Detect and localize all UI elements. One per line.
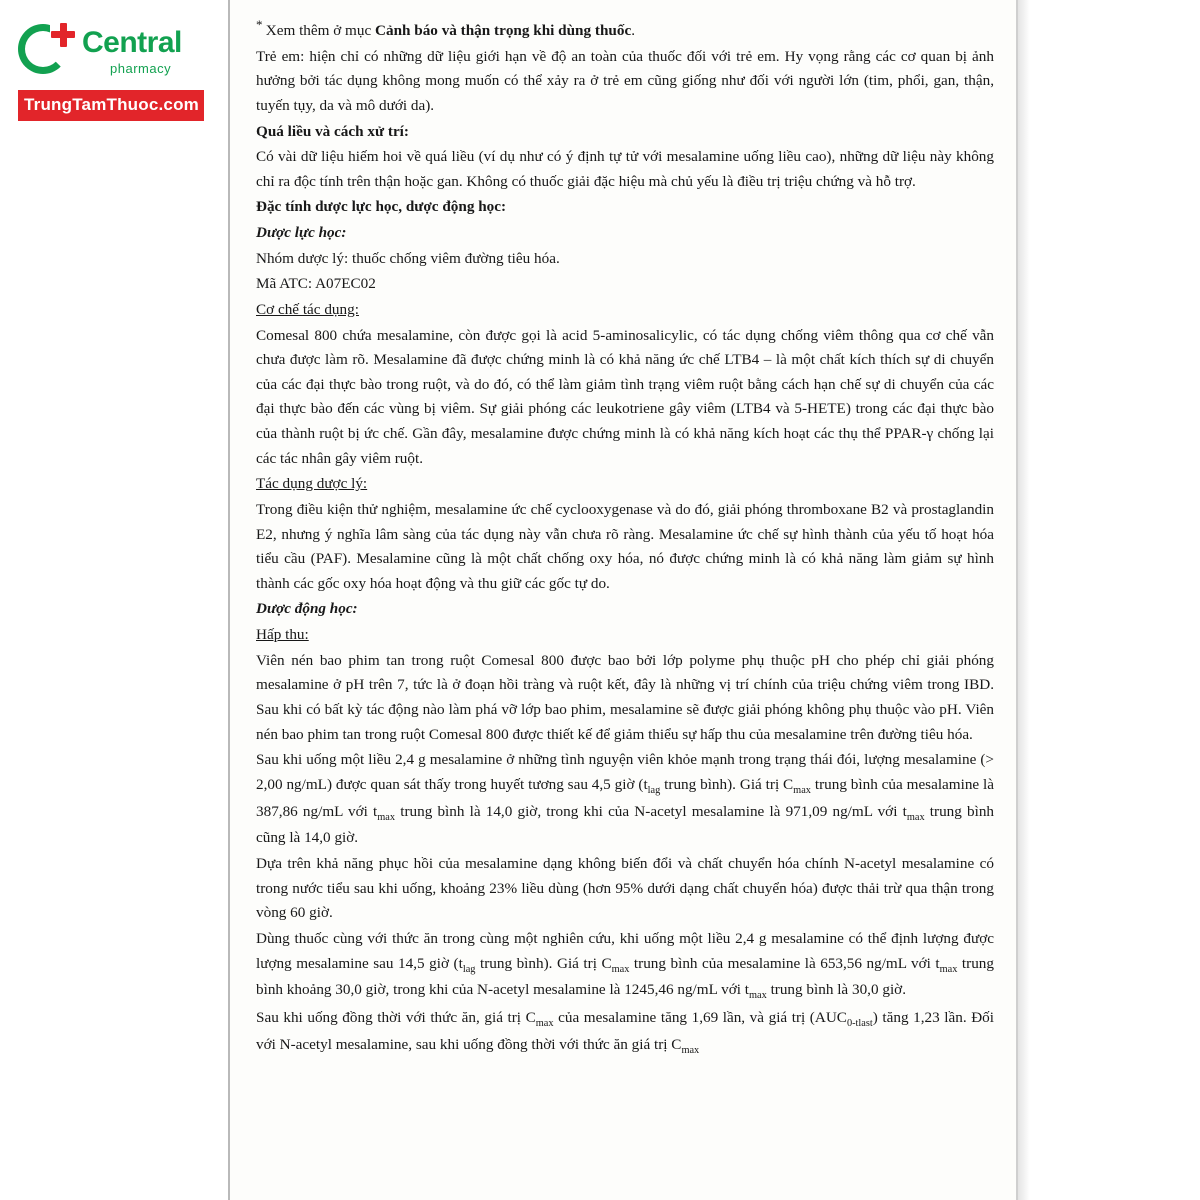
text-segment: Đặc tính dược lực học, dược động học: (256, 198, 507, 216)
text-segment: Nhóm dược lý: thuốc chống viêm đường tiêu hóa. (256, 249, 560, 267)
text-segment: Có vài dữ liệu hiếm hoi về quá liều (ví dụ như có ý định tự tử với mesalamine uống liều cao), những dữ liệu này không chỉ ra độc tính trên thận hoặc gan. Không có thuốc giải đặc hiệu mà chủ yếu là điều trị triệu chứng và hỗ trợ. (256, 148, 994, 190)
text-segment: Hấp thu: (256, 626, 309, 644)
document-paragraph (256, 247, 994, 272)
document-paragraph (256, 14, 994, 44)
page-edge-shadow (1018, 0, 1030, 1200)
logo-cross-icon (50, 22, 76, 48)
text-segment: * (256, 17, 266, 32)
document-paragraph (256, 852, 994, 926)
text-segment: Quá liều và cách xử trí: (256, 122, 409, 140)
text-segment: Cảnh báo và thận trọng khi dùng thuốc (375, 22, 632, 40)
text-segment: Dược lực học: (256, 224, 347, 242)
central-pharmacy-logo-icon (18, 22, 76, 80)
document-paragraph (256, 649, 994, 748)
document-paragraph (256, 324, 994, 472)
text-segment: Comesal 800 chứa mesalamine, còn được gọi là acid 5-aminosalicylic, có tác dụng chống viêm thông qua cơ chế vẫn chưa được làm rõ. Mesalamine đã được chứng minh là có khả năng ức chế LTB4 – là một chất kích thích sự di chuyển của các đại thực bào trong ruột, và do đó, có thể làm giảm tình trạng viêm ruột bằng cách hạn chế sự di chuyển của các đại thực bào đến các vùng bị viêm. Sự giải phóng các leukotriene gây viêm (LTB4 và 5-HETE) trong các đại thực bào của thành ruột bị ức chế. Gần đây, mesalamine được chứng minh là có khả năng kích hoạt các thụ thể PPAR-γ chống lại các tác nhân gây viêm ruột. (256, 326, 994, 467)
site-url-banner: TrungTamThuoc.com (18, 90, 204, 121)
text-segment: Trong điều kiện thử nghiệm, mesalamine ức chế cyclooxygenase và do đó, giải phóng thromboxane B2 và prostaglandin E2, nhưng ý nghĩa lâm sàng của tác dụng này vẫn chưa rõ ràng. Mesalamine ức chế sự hình thành của yếu tố hoạt hóa tiểu cầu (PAF). Mesalamine cũng là một chất chống oxy hóa, nó được chứng minh là có khả năng làm giảm sự hình thành các gốc oxy hóa hoạt động và thu giữ các gốc tự do. (256, 500, 994, 592)
document-paragraph (256, 195, 994, 220)
text-segment: Dược động học: (256, 600, 358, 618)
logo-title: Central (82, 25, 182, 59)
document-paragraph (256, 298, 994, 323)
logo-text-group (82, 25, 182, 76)
text-segment: Mã ATC: A07EC02 (256, 275, 376, 293)
text-segment: Trẻ em: hiện chỉ có những dữ liệu giới hạn về độ an toàn của thuốc đối với trẻ em. Hy vọng rằng các cơ quan bị ảnh hưởng bởi tác dụng không mong muốn có thể xảy ra ở trẻ em cũng giống như đối với người lớn (tim, phổi, gan, thận, tuyến tụy, da và mô dưới da). (256, 47, 994, 114)
logo-subtitle: pharmacy (110, 60, 172, 76)
text-segment: Tác dụng dược lý: (256, 475, 368, 493)
text-segment: Cơ chế tác dụng: (256, 300, 359, 318)
document-text-body (230, 0, 1016, 1060)
text-segment: Viên nén bao phim tan trong ruột Comesal 800 được bao bởi lớp polyme phụ thuộc pH cho phép chỉ giải phóng mesalamine ở pH trên 7, tức là ở đoạn hồi tràng và ruột kết, đây là những vị trí chính của triệu chứng viêm trong IBD. Sau khi có bất kỳ tác động nào làm phá vỡ lớp bao phim, mesalamine sẽ được giải phóng không phụ thuộc vào pH. Viên nén bao phim tan trong ruột Comesal 800 được thiết kế để giảm thiểu sự hấp thu của mesalamine trên đường tiêu hóa. (256, 651, 994, 743)
document-paragraph (256, 45, 994, 119)
logo-cross-horizontal (51, 31, 75, 38)
document-page (228, 0, 1018, 1200)
document-paragraph (256, 272, 994, 297)
document-paragraph (256, 145, 994, 194)
document-paragraph: Sau khi uống một liều 2,4 g mesalamine ở những tình nguyện viên khỏe mạnh trong trạng thái đói, lượng mesalamine (> 2,00 ng/mL) được quan sát thấy trong huyết tương sau 4,5 giờ ($t_{lag}$ trung bình). Giá trị $C_{max}$ trung bình của mesalamine là 387,86 ng/mL với $t_{max}$ trung bình là 14,0 giờ, trong khi của N-acetyl mesalamine là 971,09 ng/mL với $t_{max}$ trung bình cũng là 14,0 giờ. (256, 751, 995, 847)
logo-row (18, 22, 218, 80)
document-paragraph: Dùng thuốc cùng với thức ăn trong cùng một nghiên cứu, khi uống một liều 2,4 g mesalamine có thể định lượng được lượng mesalamine sau 14,5 giờ ($t_{lag}$ trung bình). Giá trị $C_{max}$ trung bình của mesalamine là 653,56 ng/mL với $t_{max}$ trung bình khoảng 30,0 giờ, trong khi của N-acetyl mesalamine là 1245,46 ng/mL với $t_{max}$ trung bình là 30,0 giờ. (256, 929, 994, 1002)
branding-block (18, 22, 218, 121)
document-paragraph (256, 498, 994, 597)
document-paragraph (256, 221, 994, 246)
document-paragraph (256, 623, 994, 648)
document-paragraph: Sau khi uống đồng thời với thức ăn, giá trị $C_{max}$ của mesalamine tăng 1,69 lần, và giá trị $(AUC_{0-tlast})$ tăng 1,23 lần. Đối với N-acetyl mesalamine, sau khi uống đồng thời với thức ăn giá trị $C_{max}$ (256, 1009, 994, 1056)
text-segment: Xem thêm ở mục (265, 22, 376, 40)
document-paragraph (256, 120, 994, 145)
document-paragraph (256, 597, 994, 622)
text-segment: Dựa trên khả năng phục hồi của mesalamine dạng không biến đổi và chất chuyển hóa chính N-acetyl mesalamine có trong nước tiểu sau khi uống, khoảng 23% liều dùng (hơn 95% dưới dạng chất chuyển hóa) được thải trừ qua thận trong vòng 60 giờ. (256, 855, 994, 922)
text-segment: . (631, 22, 635, 40)
document-paragraph (256, 472, 994, 497)
